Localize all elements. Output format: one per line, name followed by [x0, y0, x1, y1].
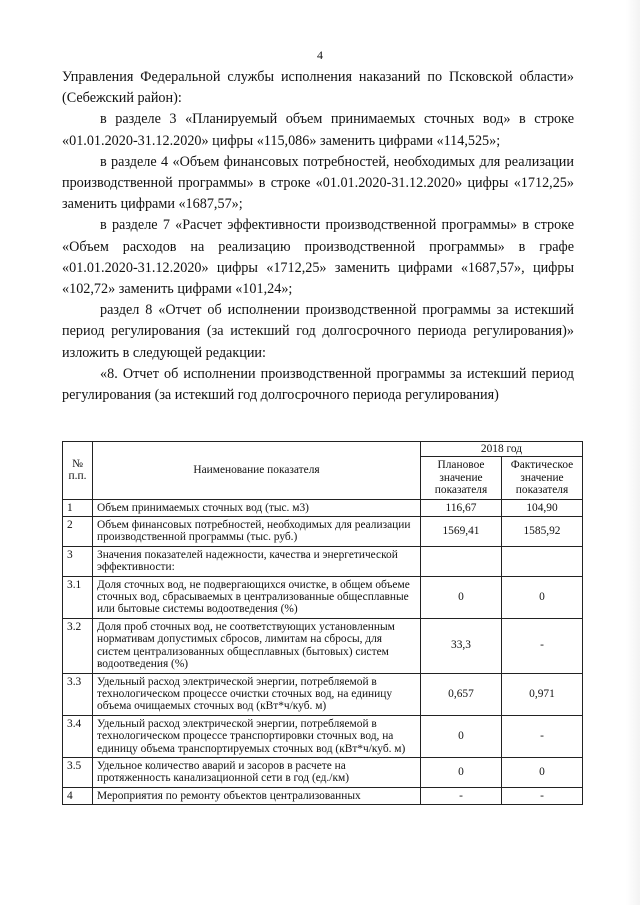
row-fact: 104,90	[502, 499, 583, 516]
table-row	[63, 757, 583, 787]
row-plan: 0,657	[421, 673, 502, 715]
paragraph-4: в разделе 7 «Расчет эффективности производственной программы» в строке «Объем расходов на реализацию производственной программы» в графе «01.01.2020-31.12.2020» цифры «1712,25» заменить цифрами «1687,57», цифры «102,72» заменить цифрами «101,24»;	[62, 217, 574, 298]
header-plan: Плановое значение показателя	[421, 457, 502, 499]
paragraph-2: в разделе 3 «Планируемый объем принимаемых сточных вод» в строке «01.01.2020-31.12.2020» цифры «115,086» заменить цифрами «114,525»;	[62, 111, 574, 149]
row-num: 3.5	[63, 757, 93, 787]
row-fact: 1585,92	[502, 517, 583, 547]
row-name: Объем финансовых потребностей, необходимых для реализации производственной программы (тыс. руб.)	[93, 517, 421, 547]
row-name: Объем принимаемых сточных вод (тыс. м3)	[93, 499, 421, 516]
row-num: 4	[63, 787, 93, 804]
row-name: Значения показателей надежности, качества и энергетической эффективности:	[93, 546, 421, 576]
row-num: 3.3	[63, 673, 93, 715]
report-table	[62, 441, 583, 805]
header-num: № п.п.	[63, 442, 93, 500]
page-number: 4	[317, 48, 323, 62]
row-fact: 0	[502, 576, 583, 618]
row-plan: 1569,41	[421, 517, 502, 547]
scan-edge-shadow	[626, 0, 640, 905]
row-num: 2	[63, 517, 93, 547]
row-num: 1	[63, 499, 93, 516]
table-row	[63, 517, 583, 547]
table-row	[63, 673, 583, 715]
row-fact: 0	[502, 757, 583, 787]
header-name: Наименование показателя	[93, 442, 421, 500]
row-plan: 33,3	[421, 618, 502, 673]
row-num: 3.1	[63, 576, 93, 618]
row-fact: 0,971	[502, 673, 583, 715]
paragraph-3: в разделе 4 «Объем финансовых потребностей, необходимых для реализации производственной программы» в строке «01.01.2020-31.12.2020» цифры «1712,25» заменить цифрами «1687,57»;	[62, 153, 574, 213]
table-row	[63, 546, 583, 576]
table-row	[63, 787, 583, 804]
row-fact: -	[502, 715, 583, 757]
row-fact	[502, 546, 583, 576]
table-row	[63, 499, 583, 516]
paragraph-5: раздел 8 «Отчет об исполнении производственной программы за истекший период регулирования (за истекший год долгосрочного периода регулирования)» изложить в следующей редакции:	[62, 302, 574, 361]
row-name: Удельное количество аварий и засоров в расчете на протяженность канализационной сети в год (ед./км)	[93, 757, 421, 787]
header-year: 2018 год	[421, 442, 583, 457]
row-name: Удельный расход электрической энергии, потребляемой в технологическом процессе транспортировки сточных вод, на единицу объема транспортируемых сточных вод (кВт*ч/куб. м)	[93, 715, 421, 757]
paragraph-1: Управления Федеральной службы исполнения наказаний по Псковской области» (Себежский район):	[62, 69, 574, 107]
paragraph-6: «8. Отчет об исполнении производственной программы за истекший период регулирования (за истекший год долгосрочного периода регулирования)	[62, 365, 574, 404]
row-fact: -	[502, 787, 583, 804]
row-name: Мероприятия по ремонту объектов централизованных	[93, 787, 421, 804]
row-plan: 0	[421, 757, 502, 787]
row-plan: 0	[421, 576, 502, 618]
row-fact: -	[502, 618, 583, 673]
table-row	[63, 618, 583, 673]
body-text	[62, 67, 574, 406]
row-plan	[421, 546, 502, 576]
table-row	[63, 576, 583, 618]
table-row	[63, 715, 583, 757]
row-num: 3.4	[63, 715, 93, 757]
row-name: Доля проб сточных вод, не соответствующих установленным нормативам допустимых сбросов, лимитам на сбросы, для систем централизованных общесплавных (бытовых) систем водоотведения (%)	[93, 618, 421, 673]
row-num: 3.2	[63, 618, 93, 673]
row-num: 3	[63, 546, 93, 576]
row-plan: -	[421, 787, 502, 804]
header-fact: Фактическое значение показателя	[502, 457, 583, 499]
row-name: Удельный расход электрической энергии, потребляемой в технологическом процессе очистки сточных вод, на единицу объема очищаемых сточных вод (кВт*ч/куб. м)	[93, 673, 421, 715]
row-name: Доля сточных вод, не подвергающихся очистке, в общем объеме сточных вод, сбрасываемых в централизованные общесплавные или бытовые системы водоотведения (%)	[93, 576, 421, 618]
row-plan: 116,67	[421, 499, 502, 516]
row-plan: 0	[421, 715, 502, 757]
